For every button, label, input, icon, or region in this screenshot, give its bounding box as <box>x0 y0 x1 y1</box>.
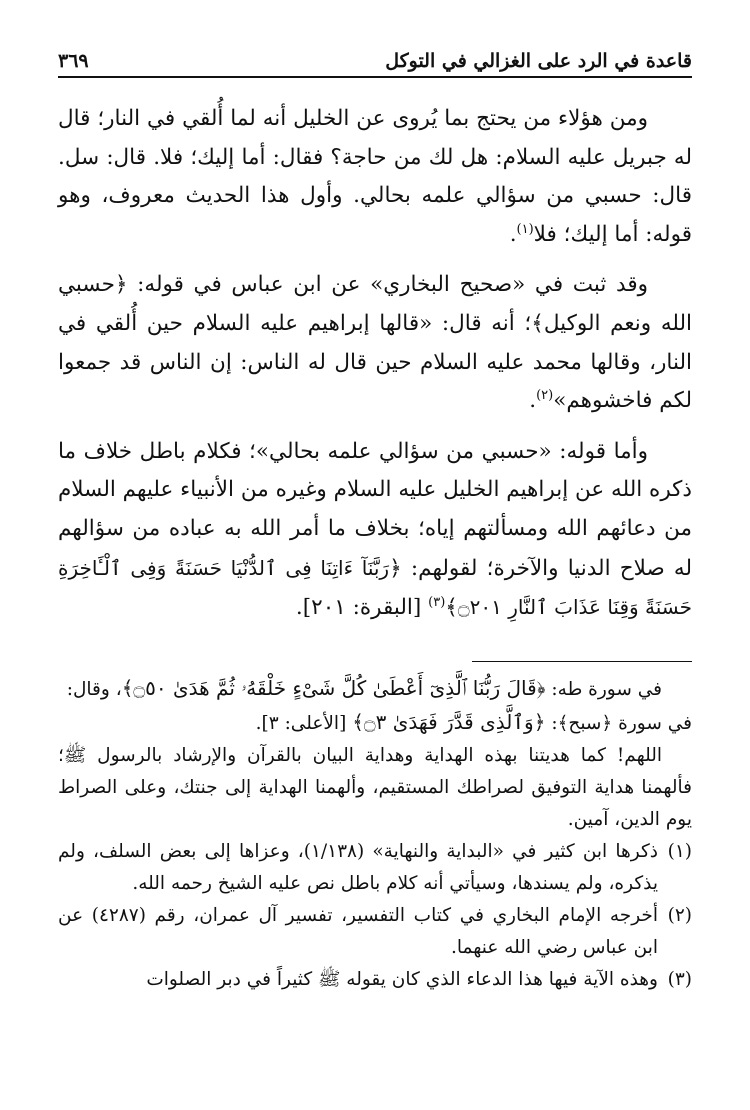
quran-quote: حسبي الله ونعم الوكيل <box>58 272 692 336</box>
footnote-separator <box>472 661 692 662</box>
quran-verse: ﴿قَالَ رَبُّنَا ٱلَّذِىٓ أَعْطَىٰ كُلَّ شَىْءٍ خَلْقَهُۥ ثُمَّ هَدَىٰ ۝٥٠﴾ <box>121 676 546 700</box>
quran-brace-close: ﴾ <box>531 310 544 336</box>
footnote-ref-2[interactable]: (٢) <box>536 388 554 403</box>
paragraph-3: وأما قوله: «حسبي من سؤالي علمه بحالي»؛ فكلام باطل خلاف ما ذكره الله عن إبراهيم الخليل عليه السلام وغيره من الأنبياء عليهم السلام من دعائهم الله ومسألتهم إياه؛ بخلاف ما أمر الله به عباده من سؤالهم له صلاح الدنيا والآخرة؛ لقولهم: ﴿رَبَّنَآ ءَاتِنَا فِى ٱلدُّنْيَا حَسَنَةً وَفِى ٱلْـَٔاخِرَةِ حَسَنَةً وَقِنَا عَذَابَ ٱلنَّارِ ۝٢٠١﴾$^{(٣)}$ [البقرة: ٢٠١]. <box>58 438 692 621</box>
sura-name: ﴿سبح﴾ <box>557 713 613 734</box>
footnote-number: (٣) <box>667 969 692 990</box>
quran-brace-close: ﴾ <box>445 595 458 621</box>
footnote-continuation-1: في سورة طه: ﴿قَالَ رَبُّنَا ٱلَّذِىٓ أَعْطَىٰ كُلَّ شَىْءٍ خَلْقَهُۥ ثُمَّ هَدَىٰ ۝٥٠﴾، وقال: <box>66 676 662 700</box>
paragraph-2: وقد ثبت في «صحيح البخاري» عن ابن عباس في قوله: ﴿حسبي الله ونعم الوكيل﴾؛ أنه قال: «قالها إبراهيم عليه السلام حين أُلقي في النار، وقالها محمد عليه السلام حين قال له الناس: إن الناس قد جمعوا لكم فاخشوهم»$^{(٢)}$. <box>58 272 692 414</box>
footnote-number: (١) <box>667 841 692 862</box>
main-text <box>58 100 692 628</box>
page-number: ٣٦٩ <box>58 50 89 72</box>
footnote-3 <box>58 964 692 996</box>
footnote-number: (٢) <box>667 905 692 926</box>
footnote-continuation-3: اللهم! كما هديتنا بهذه الهداية وهداية البيان بالقرآن والإرشاد بالرسول ﷺ؛ فألهمنا هداية التوفيق لصراطك المستقيم، وألهمنا الهداية إلى جنتك، وعلى الصراط يوم الدين، آمين. <box>58 745 692 830</box>
paragraph-1-text: ومن هؤلاء من يحتج بما يُروى عن الخليل أنه لما أُلقي في النار؛ قال له جبريل عليه السلام: هل لك من حاجة؟ فقال: أما إليك؛ فلا. قال: سل. قال: حسبي من سؤالي علمه بحالي. وأول هذا الحديث معروف، وهو قوله: أما إليك؛ فلا <box>58 106 692 247</box>
footnote-2 <box>58 900 692 964</box>
quran-brace-open: ﴿ <box>114 272 128 298</box>
quran-verse: رَبَّنَآ ءَاتِنَا فِى ٱلدُّنْيَا حَسَنَةً وَفِى ٱلْـَٔاخِرَةِ حَسَنَةً وَقِنَا عَذَابَ ٱلنَّارِ ۝٢٠١ <box>58 555 692 620</box>
page-header <box>58 44 692 78</box>
footnote-text: ذكرها ابن كثير في «البداية والنهاية» (١/١٣٨)، وعزاها إلى بعض السلف، ولم يذكره، ولم يسندها، وسيأتي أنه كلام باطل نص عليه الشيخ رحمه الله. <box>58 841 658 894</box>
running-title: قاعدة في الرد على الغزالي في التوكل <box>385 50 692 72</box>
quran-brace-open: ﴿ <box>389 555 402 581</box>
footnote-1 <box>58 836 692 900</box>
quran-verse: ﴿وَٱلَّذِى قَدَّرَ فَهَدَىٰ ۝٣﴾ <box>352 710 546 734</box>
footnote-text: وهذه الآية فيها هذا الدعاء الذي كان يقوله ﷺ كثيراً في دبر الصلوات <box>146 969 658 990</box>
verse-citation: [البقرة: ٢٠١]. <box>295 595 429 621</box>
footnote-continuation-2: في سورة ﴿سبح﴾: ﴿وَٱلَّذِى قَدَّرَ فَهَدَىٰ ۝٣﴾ [الأعلى: ٣]. <box>255 710 692 734</box>
footnote-ref-3[interactable]: (٣) <box>428 594 446 610</box>
footnote-text: أخرجه الإمام البخاري في كتاب التفسير، تفسير آل عمران، رقم (٤٢٨٧) عن ابن عباس رضي الله عنهما. <box>58 905 658 958</box>
paragraph-1: ومن هؤلاء من يحتج بما يُروى عن الخليل أنه لما أُلقي في النار؛ قال له جبريل عليه السلام: هل لك من حاجة؟ فقال: أما إليك؛ فلا. قال: سل. قال: حسبي من سؤالي علمه بحالي. وأول هذا الحديث معروف، وهو قوله: أما إليك؛ فلا$^{(١)}$. <box>58 106 692 247</box>
footnotes <box>58 672 692 996</box>
footnote-ref-1[interactable]: (١) <box>516 221 534 237</box>
